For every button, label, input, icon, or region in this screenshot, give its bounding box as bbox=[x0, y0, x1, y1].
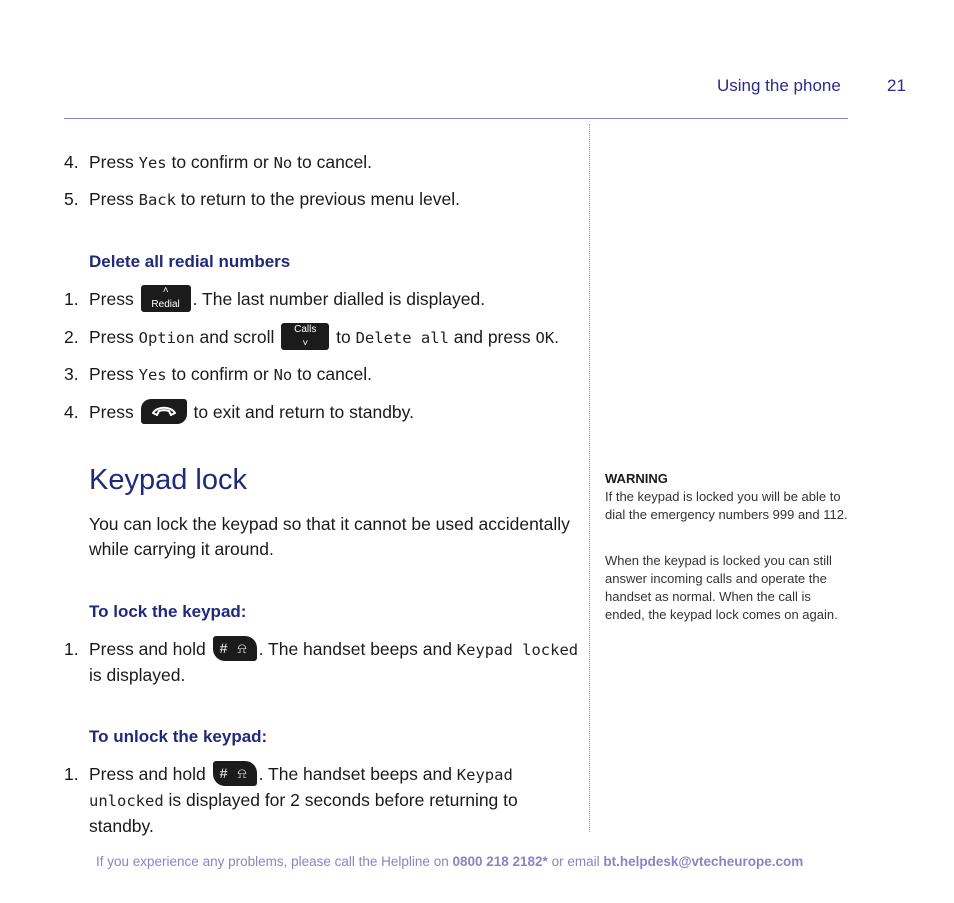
chevron-down-icon: ˅ bbox=[302, 337, 309, 349]
end-call-icon bbox=[141, 399, 187, 424]
step-item: 4. Press to exit and return to standby. bbox=[64, 400, 579, 425]
display-text: Delete all bbox=[355, 329, 449, 347]
section-heading: Keypad lock bbox=[89, 464, 247, 496]
display-text: OK bbox=[535, 329, 555, 347]
column-divider bbox=[589, 124, 590, 832]
step-number: 1. bbox=[64, 289, 79, 309]
header-rule bbox=[64, 118, 848, 119]
running-header: Using the phone bbox=[717, 76, 841, 95]
helpline-phone: 0800 218 2182* bbox=[452, 854, 548, 869]
unlock-subheading: To unlock the keypad: bbox=[89, 727, 268, 746]
step-item: 1. Press ˄ Redial . The last number dialled is displayed. bbox=[64, 287, 579, 312]
warning-text: If the keypad is locked you will be able to dial the emergency numbers 999 and 112. bbox=[605, 489, 848, 522]
helpline-footer: If you experience any problems, please call the Helpline on 0800 218 2182* or email bt.helpdesk@vtecheurope.com bbox=[96, 854, 804, 869]
display-text: unlocked bbox=[89, 792, 164, 810]
display-text: Keypad bbox=[456, 766, 513, 784]
page-number: 21 bbox=[887, 76, 906, 95]
display-text: No bbox=[273, 366, 293, 384]
lock-subheading: To lock the keypad: bbox=[89, 602, 247, 621]
step-number: 4. bbox=[64, 402, 79, 422]
helpdesk-email: bt.helpdesk@vtecheurope.com bbox=[603, 854, 804, 869]
step-item: 4. Press Yes to confirm or No to cancel. bbox=[64, 150, 579, 176]
warning-text: When the keypad is locked you can still answer incoming calls and operate the handset as normal. When the call is ended, the keypad lock comes on again. bbox=[605, 553, 838, 622]
redial-button-icon: ˄ Redial bbox=[141, 285, 191, 312]
step-number: 4. bbox=[64, 152, 79, 172]
step-number: 1. bbox=[64, 639, 79, 659]
hash-lock-button-icon: # ⍾ bbox=[213, 761, 257, 786]
display-text: No bbox=[273, 154, 293, 172]
hash-lock-button-icon: # ⍾ bbox=[213, 636, 257, 661]
step-item: 3. Press Yes to confirm or No to cancel. bbox=[64, 362, 579, 388]
step-item: 2. Press Option and scroll Calls ˅ to Delete all and press OK. bbox=[64, 323, 560, 349]
step-number: 1. bbox=[64, 764, 79, 784]
chevron-up-icon: ˄ bbox=[162, 284, 169, 296]
step-number: 2. bbox=[64, 327, 79, 347]
warning-title: WARNING bbox=[605, 471, 668, 486]
step-item: 1. Press and hold # ⍾ . The handset beeps and Keypad unlocked is displayed for 2 seconds before returning to standby. bbox=[64, 762, 579, 839]
step-number: 5. bbox=[64, 189, 79, 209]
display-text: Yes bbox=[138, 366, 167, 384]
display-text: Yes bbox=[138, 154, 167, 172]
display-text: Option bbox=[138, 329, 195, 347]
display-text: Keypad locked bbox=[456, 641, 579, 659]
intro-paragraph: You can lock the keypad so that it cannot be used accidentally while carrying it around. bbox=[89, 514, 570, 559]
display-text: Back bbox=[138, 191, 176, 209]
step-number: 3. bbox=[64, 364, 79, 384]
section-subheading: Delete all redial numbers bbox=[89, 252, 291, 271]
step-item: 5. Press Back to return to the previous menu level. bbox=[64, 187, 579, 213]
step-item: 1. Press and hold # ⍾ . The handset beeps and Keypad locked is displayed. bbox=[64, 637, 579, 688]
calls-button-icon: Calls ˅ bbox=[281, 323, 329, 350]
